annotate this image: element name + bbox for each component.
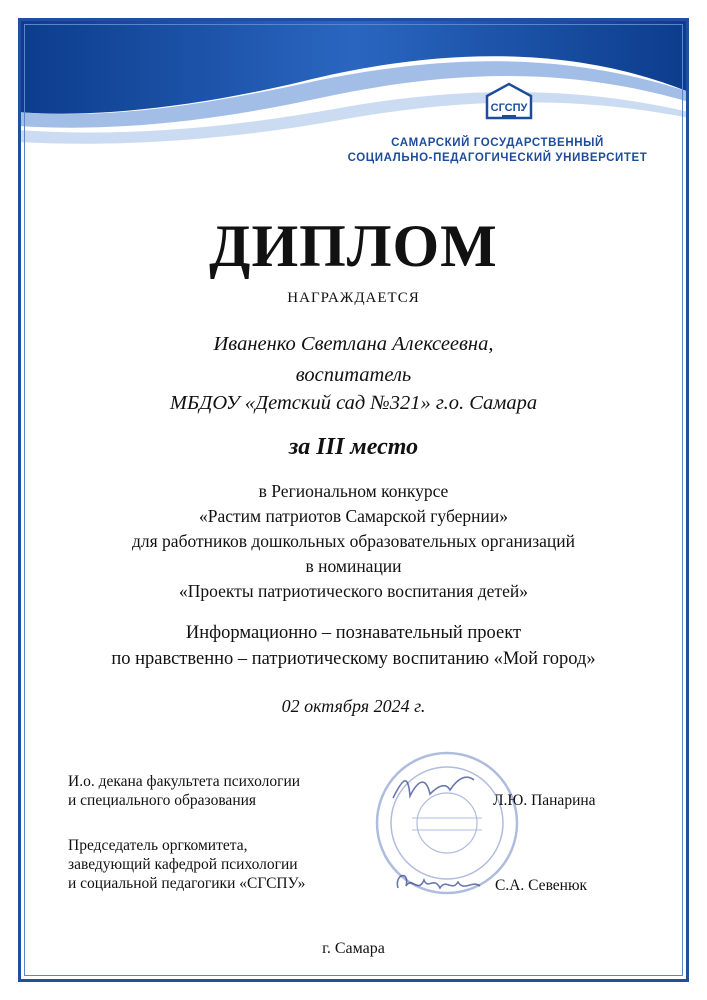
signatory1-title-line2: и специального образования xyxy=(68,792,257,809)
signatory2-name: С.А. Севенюк xyxy=(495,877,588,894)
project-line2: по нравственно – патриотическому воспитанию «Мой город» xyxy=(111,649,596,669)
contest-line4: в номинации xyxy=(305,556,402,576)
award-date: 02 октября 2024 г. xyxy=(281,696,426,716)
recipient-name: Иваненко Светлана Алексеевна, xyxy=(213,333,494,355)
signatory2-title-line3: и социальной педагогики «СГСПУ» xyxy=(68,875,306,892)
contest-line5: «Проекты патриотического воспитания детей» xyxy=(179,581,528,601)
logo-text: СГСПУ xyxy=(490,102,528,114)
contest-line3: для работников дошкольных образовательных организаций xyxy=(131,531,575,551)
signatory2-title-line2: заведующий кафедрой психологии xyxy=(68,856,298,873)
contest-line2: «Растим патриотов Самарской губернии» xyxy=(199,506,508,526)
contest-line1: в Региональном конкурсе xyxy=(258,481,449,501)
signatory1-title xyxy=(68,772,300,810)
project-line1: Информационно – познавательный проект xyxy=(185,623,522,643)
signatory1-title-line1: И.о. декана факультета психологии xyxy=(68,773,301,790)
university-name-line1: САМАРСКИЙ ГОСУДАРСТВЕННЫЙ xyxy=(391,137,604,149)
place-awarded: за III место xyxy=(288,434,419,460)
signature-sevenyuk xyxy=(392,866,484,900)
recipient-position: воспитатель xyxy=(295,364,412,386)
signature-panarina xyxy=(388,768,478,808)
signatory1-name: Л.Ю. Панарина xyxy=(493,792,596,809)
university-name-line2: СОЦИАЛЬНО-ПЕДАГОГИЧЕСКИЙ УНИВЕРСИТЕТ xyxy=(347,152,648,164)
city: г. Самара xyxy=(322,940,385,957)
signatory2-title-line1: Председатель оргкомитета, xyxy=(68,837,248,854)
signatory2-title xyxy=(68,836,305,893)
awarded-label: НАГРАЖДАЕТСЯ xyxy=(287,290,420,306)
recipient-organization: МБДОУ «Детский сад №321» г.о. Самара xyxy=(169,392,538,414)
diploma-title: ДИПЛОМ xyxy=(209,213,498,279)
university-logo xyxy=(483,82,535,122)
